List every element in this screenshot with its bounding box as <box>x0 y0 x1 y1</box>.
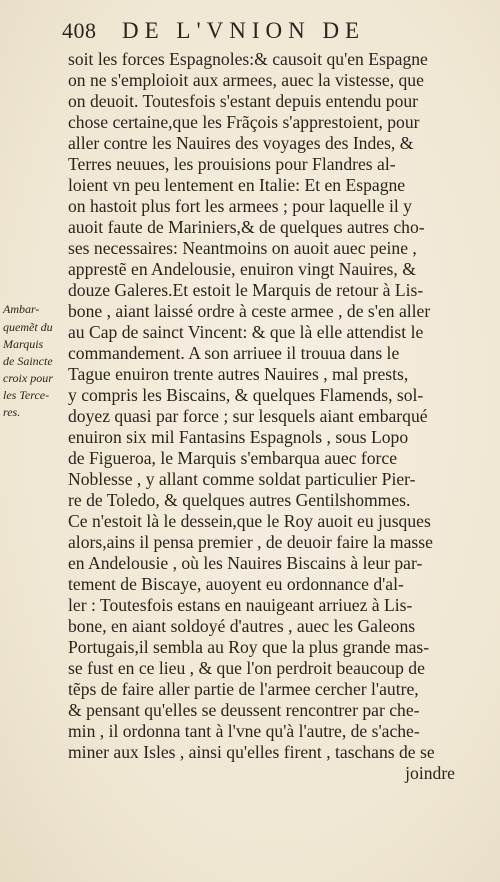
catchword: joindre <box>405 763 455 783</box>
text-line: bone , aiant laissé ordre à ceste armee , de s'en aller <box>68 301 431 321</box>
text-line: commandement. A son arriuee il trouua dans le <box>68 343 400 363</box>
text-line: min , il ordonna tant à l'vne qu'à l'autre, de s'ache- <box>68 721 420 741</box>
text-line: re de Toledo, & quelques autres Gentilshommes. <box>68 490 411 510</box>
text-line: enuiron six mil Fantasins Espagnols , sous Lopo <box>68 427 409 447</box>
text-line: on deuoit. Toutesfois s'estant depuis entendu pour <box>68 91 419 111</box>
marginal-note-line: de Saincte <box>3 354 53 368</box>
text-line: soit les forces Espagnoles:& causoit qu'en Espagne <box>68 49 428 69</box>
marginal-note-line: Ambar- <box>3 302 40 316</box>
page-header <box>62 18 482 48</box>
text-line: Portugais,il sembla au Roy que la plus grande mas- <box>68 637 430 657</box>
text-line: en Andelousie , où les Nauires Biscains à leur par- <box>68 553 423 573</box>
text-line: douze Galeres.Et estoit le Marquis de retour à Lis- <box>68 280 424 300</box>
text-line: Ce n'estoit là le dessein,que le Roy auoit eu jusques <box>68 511 431 531</box>
text-line: bone, en aiant soldoyé d'autres , auec les Galeons <box>68 616 416 636</box>
text-line: Noblesse , y allant comme soldat particulier Pier- <box>68 469 416 489</box>
text-line: & pensant qu'elles se deussent rencontrer par che- <box>68 700 420 720</box>
text-line: tẽps de faire aller partie de l'armee cercher l'autre, <box>68 679 419 699</box>
text-line: aller contre les Nauires des voyages des Indes, & <box>68 133 414 153</box>
text-line: auoit faute de Mariniers,& de quelques autres cho- <box>68 217 425 237</box>
marginal-note-line: res. <box>3 405 21 419</box>
text-line: miner aux Isles , ainsi qu'elles firent , taschans de se <box>68 742 435 762</box>
marginal-note <box>3 300 67 421</box>
text-line: chose certaine,que les Frãçois s'apprestoient, pour <box>68 112 420 132</box>
text-line: alors,ains il pensa premier , de deuoir faire la masse <box>68 532 433 552</box>
text-line: ses necessaires: Neantmoins on auoit auec peine , <box>68 238 417 258</box>
text-line: apprestẽ en Andelousie, enuiron vingt Nauires, & <box>68 259 416 279</box>
marginal-note-line: Marquis <box>3 337 44 351</box>
marginal-note-line: les Terce- <box>3 388 50 402</box>
body-text <box>68 49 473 784</box>
text-line: tement de Biscaye, auoyent eu ordonnance d'al- <box>68 574 404 594</box>
text-line: Tague enuiron trente autres Nauires , mal prests, <box>68 364 409 384</box>
text-line: loient vn peu lentement en Italie: Et en Espagne <box>68 175 406 195</box>
text-line: on hastoit plus fort les armees ; pour laquelle il y <box>68 196 412 216</box>
text-line: on ne s'emploioit aux armees, auec la vistesse, que <box>68 70 424 90</box>
text-line: doyez quasi par force ; sur lesquels aiant embarqué <box>68 406 428 426</box>
text-line: ler : Toutesfois estans en nauigeant arriuez à Lis- <box>68 595 413 615</box>
marginal-note-line: croix pour <box>3 371 53 385</box>
text-line: Terres neuues, les prouisions pour Flandres al- <box>68 154 396 174</box>
running-head: DE L'VNION DE <box>122 18 366 43</box>
page-number: 408 <box>62 18 97 43</box>
marginal-note-line: quemẽt du <box>3 320 53 334</box>
text-line: au Cap de sainct Vincent: & que là elle attendist le <box>68 322 424 342</box>
text-line: se fust en ce lieu , & que l'on perdroit beaucoup de <box>68 658 425 678</box>
text-line: de Figueroa, le Marquis s'embarqua auec force <box>68 448 398 468</box>
text-line: y compris les Biscains, & quelques Flamends, sol- <box>68 385 424 405</box>
